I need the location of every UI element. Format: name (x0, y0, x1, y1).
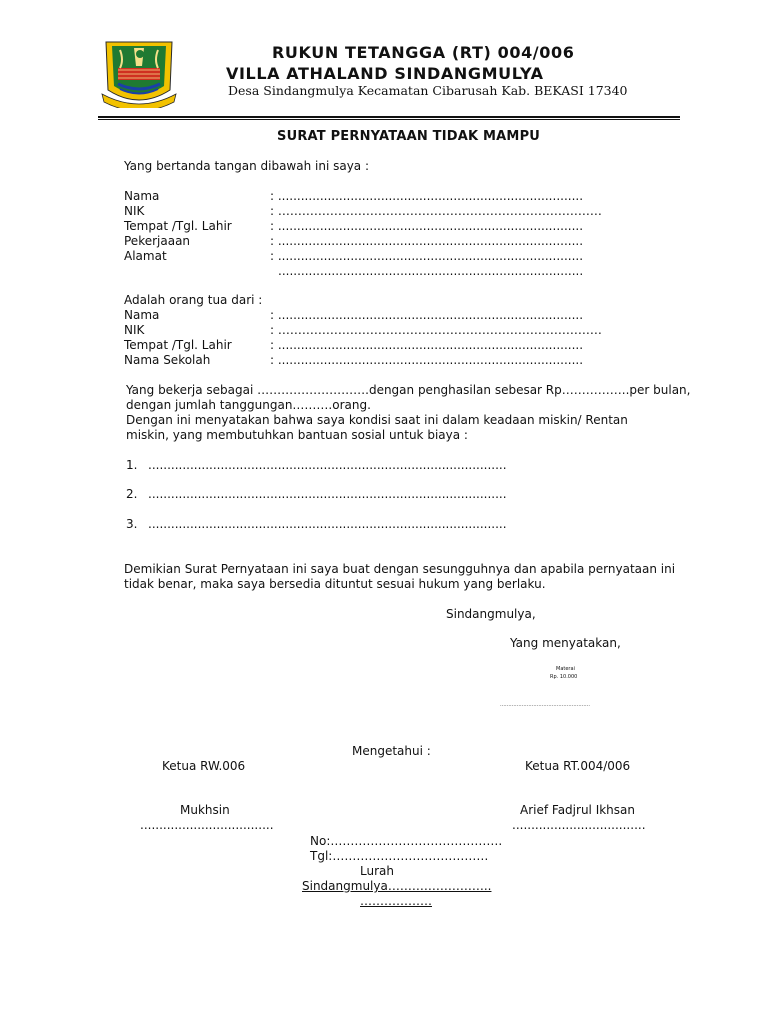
section2-heading: Adalah orang tua dari : (124, 293, 263, 307)
field-value: : ................................................................................ (270, 219, 584, 233)
address-continuation: ................................................................................ (278, 264, 584, 278)
list-number: 1. (126, 458, 138, 472)
paragraph-line: Dengan ini menyatakan bahwa saya kondisi saat ini dalam keadaan miskin/ Rentan (126, 413, 628, 427)
rw-name: Mukhsin (180, 803, 230, 817)
rt-signature-line: ................................... (512, 818, 646, 832)
header-address: Desa Sindangmulya Kecamatan Cibarusah Kab. BEKASI 17340 (228, 83, 628, 98)
field-value: : ................................................................................ (270, 189, 584, 203)
header-villa: VILLA ATHALAND SINDANGMULYA (226, 64, 544, 83)
list-item: .............................................................................................. (148, 517, 507, 531)
field-label: Nama Sekolah (124, 353, 211, 367)
header-rule-thick (98, 116, 680, 118)
rw-signature-line: ................................... (140, 818, 274, 832)
materai-value: Rp. 10.000 (550, 674, 578, 680)
field-label: Nama (124, 189, 160, 203)
list-number: 2. (126, 487, 138, 501)
field-label: NIK (124, 323, 145, 337)
place-label: Sindangmulya, (446, 607, 536, 621)
document-title: SURAT PERNYATAAN TIDAK MAMPU (277, 129, 541, 144)
ketua-rw-label: Ketua RW.006 (162, 759, 246, 773)
field-value: : ................................................................................ (270, 353, 584, 367)
paragraph-line: miskin, yang membutuhkan bantuan sosial untuk biaya : (126, 428, 468, 442)
declarant-label: Yang menyatakan, (510, 636, 621, 650)
list-number: 3. (126, 517, 138, 531)
paragraph-line: Yang bekerja sebagai ……………………….dengan penghasilan sebesar Rp……………..per bulan, (126, 383, 691, 397)
lurah-signature-line: ……………… (360, 894, 432, 908)
list-item: .............................................................................................. (148, 487, 507, 501)
field-value: : ……………………………………………………………………… (270, 204, 602, 218)
number-field: No:……………………………………. (310, 834, 503, 848)
field-label: Alamat (124, 249, 167, 263)
closing-line: Demikian Surat Pernyataan ini saya buat dengan sesungguhnya dan apabila pernyataan ini (124, 562, 676, 576)
closing-line: tidak benar, maka saya bersedia dituntut sesuai hukum yang berlaku. (124, 577, 546, 591)
field-value: : ................................................................................ (270, 249, 584, 263)
regency-logo (100, 40, 178, 108)
field-value: : ................................................................................ (270, 234, 584, 248)
field-label: Pekerjaaan (124, 234, 191, 248)
field-label: Tempat /Tgl. Lahir (124, 338, 232, 352)
lurah-label: Lurah (360, 864, 394, 878)
rt-name: Arief Fadjrul Ikhsan (520, 803, 635, 817)
field-value: : ................................................................................ (270, 308, 584, 322)
signature-line: ……………………………………………… (500, 702, 590, 708)
list-item: .............................................................................................. (148, 458, 507, 472)
field-label: Nama (124, 308, 160, 322)
paragraph-line: dengan jumlah tanggungan……….orang. (126, 398, 371, 412)
lurah-place: Sindangmulya…………………….. (302, 879, 492, 893)
header-rule-thin (98, 119, 680, 120)
header-rt: RUKUN TETANGGA (RT) 004/006 (272, 43, 575, 62)
field-label: NIK (124, 204, 145, 218)
field-value: : ................................................................................ (270, 338, 584, 352)
date-field: Tgl:………………………………… (310, 849, 489, 863)
mengetahui-label: Mengetahui : (352, 744, 431, 758)
ketua-rt-label: Ketua RT.004/006 (525, 759, 631, 773)
field-label: Tempat /Tgl. Lahir (124, 219, 232, 233)
field-value: : ……………………………………………………………………… (270, 323, 602, 337)
intro-text: Yang bertanda tangan dibawah ini saya : (124, 159, 370, 173)
materai-label: Materai (556, 666, 575, 672)
